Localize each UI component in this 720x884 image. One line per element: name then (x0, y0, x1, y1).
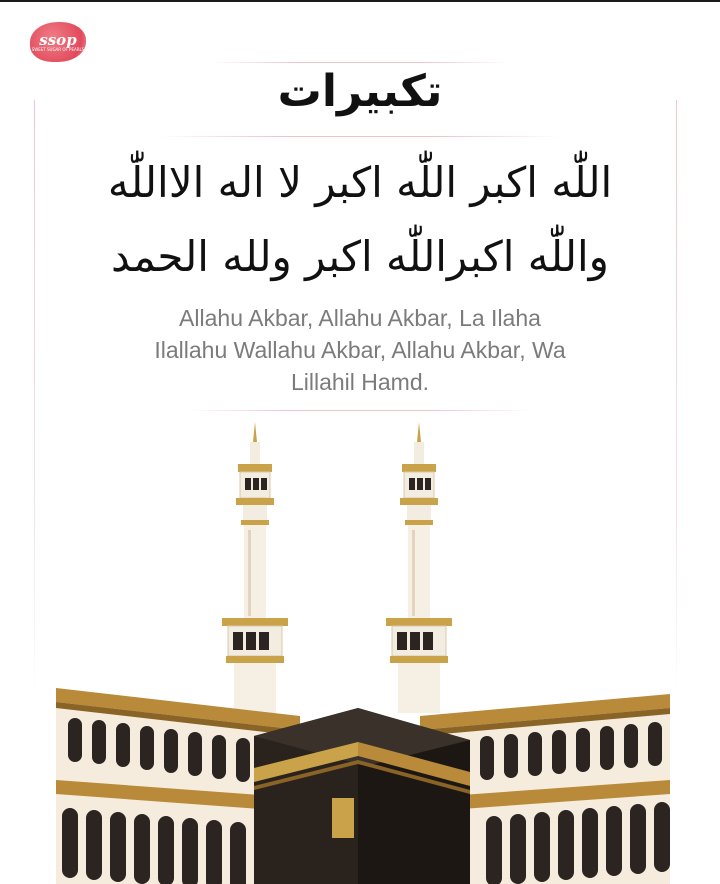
transliteration-line-2: Ilallahu Wallahu Akbar, Allahu Akbar, Wa (154, 337, 566, 363)
transliteration-line-3: Lillahil Hamd. (290, 369, 430, 395)
top-border (0, 0, 720, 2)
divider-top (210, 62, 510, 63)
kaaba (254, 708, 470, 884)
logo-text: ssop (39, 30, 77, 49)
arabic-line-1: اللّٰه اکبر اللّٰه اکبر لا اله الااللّٰه (107, 158, 613, 207)
minaret-right (386, 422, 452, 713)
arabic-line-2: واللّٰه اکبراللّٰه اکبر ولله الحمد (111, 232, 609, 281)
transliteration (40, 302, 680, 398)
divider-under-title (160, 136, 560, 137)
page-title: تكبيرات (277, 66, 443, 117)
brand-logo (30, 22, 86, 62)
kaaba-illustration (0, 400, 720, 884)
minaret-left (222, 422, 288, 713)
logo-subtext: SWEET SUGAR OF PEARLS (31, 46, 85, 52)
transliteration-line-1: Allahu Akbar, Allahu Akbar, La Ilaha (179, 305, 541, 331)
